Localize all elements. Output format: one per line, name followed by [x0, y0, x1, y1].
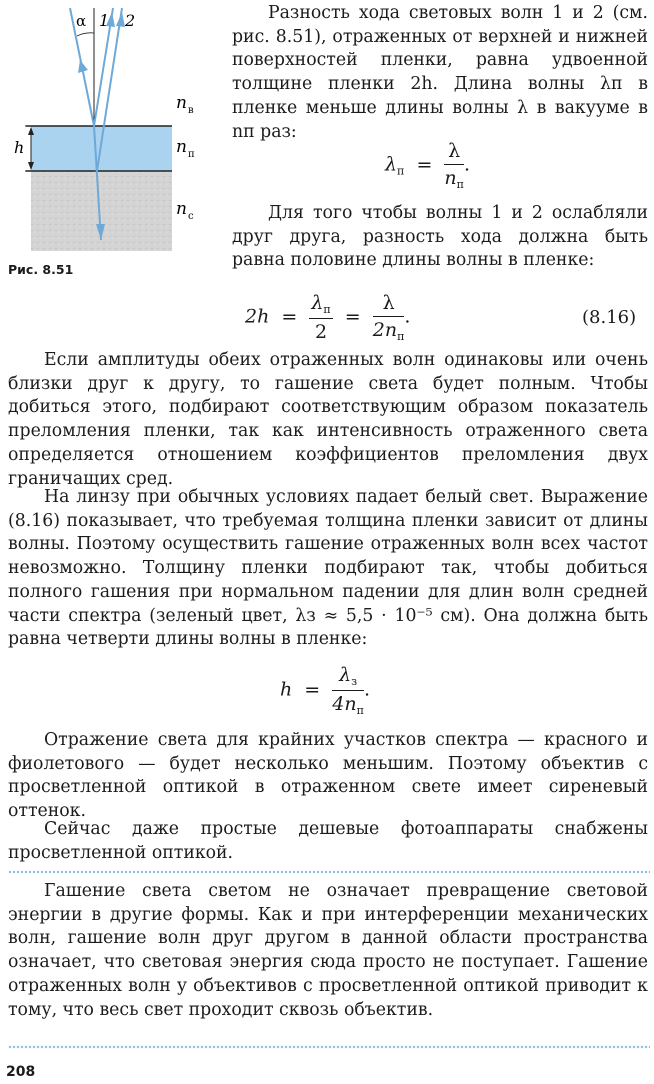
- formula-wavelength-in-film: $\lambda_п$ = $\frac{\lambda}{n_п}$ .: [385, 140, 471, 191]
- label-n-substrate: $n_с$: [176, 199, 194, 222]
- note-top-divider: [8, 870, 650, 874]
- film-layer: [31, 126, 172, 171]
- formula-8-16: 2h = $\frac{\lambda_п}{2}$ = $\frac{\lambda}{2n_п}$ .: [245, 292, 411, 343]
- paragraph-cameras: Сейчас даже простые дешевые фотоаппараты снабжены просветленной оптикой.: [8, 819, 648, 863]
- formula-film-thickness: h = $\frac{\lambda_з}{4n_п}$ .: [280, 664, 370, 717]
- paragraph-weakening-condition: Для того чтобы волны 1 и 2 ослабляли друг друга, разность хода должна быть равна половине длины волны в пленке:: [232, 203, 648, 271]
- figure-caption: Рис. 8.51: [8, 262, 74, 277]
- label-n-film: $n_п$: [176, 137, 195, 160]
- equation-number: (8.16): [582, 307, 637, 328]
- incident-arrow-icon: [78, 60, 88, 73]
- angle-label: α: [76, 12, 87, 30]
- paragraph-white-light: На линзу при обычных условиях падает белый свет. Выражение (8.16) показывает, что требуемая толщина пленки зависит от длины волны. Поэтому осуществить гашение отраженных волн всех частот невозможно. Толщину пленки подбирают так, чтобы добиться полного гашения при нормальном падении для длин волн средней части спектра (зеленый цвет, λз ≈ 5,5 · 10⁻⁵ см). Она должна быть равна четверти длины волны в пленке:: [8, 487, 648, 650]
- paragraph-complete-extinction: Если амплитуды обеих отраженных волн одинаковы или очень близки друг к другу, то гашение света будет полным. Чтобы добиться этого, подбирают соответствующим образом показатель преломления пленки, так как интенсивность отраженного света определяется отношением коэффициентов преломления двух граничащих сред.: [8, 350, 648, 489]
- label-n-air: $n_в$: [176, 93, 194, 116]
- paragraph-lilac-tint: Отражение света для крайних участков спектра — красного и фиолетового — будет несколько меньшим. Поэтому объектив с просветленной оптикой в отраженном свете имеет сиреневый оттенок.: [8, 730, 648, 822]
- ray-1-label: 1: [99, 11, 110, 30]
- thickness-label: h: [14, 138, 25, 157]
- figure-8-51: [0, 0, 222, 290]
- page-number: 208: [6, 1064, 36, 1080]
- angle-arc: [77, 33, 94, 36]
- paragraph-path-difference: Разность хода световых волн 1 и 2 (см. рис. 8.51), отраженных от верхней и нижней поверхностей пленки, равна удвоенной толщине пленки 2h. Длина волны λп в пленке меньше длины волны λ в вакууме в nп раз:: [232, 3, 648, 142]
- note-bottom-divider: [8, 1045, 650, 1049]
- note-energy-conservation: Гашение света светом не означает превращение световой энергии в другие формы. Как и при интерференции механических волн, гашение волн друг другом в данной области пространства означает, что световая энергия сюда просто не поступает. Гашение отраженных волн у объективов с просветленной оптикой приводит к тому, что весь свет проходит сквозь объектив.: [8, 881, 648, 1020]
- ray-2-label: 2: [125, 11, 136, 30]
